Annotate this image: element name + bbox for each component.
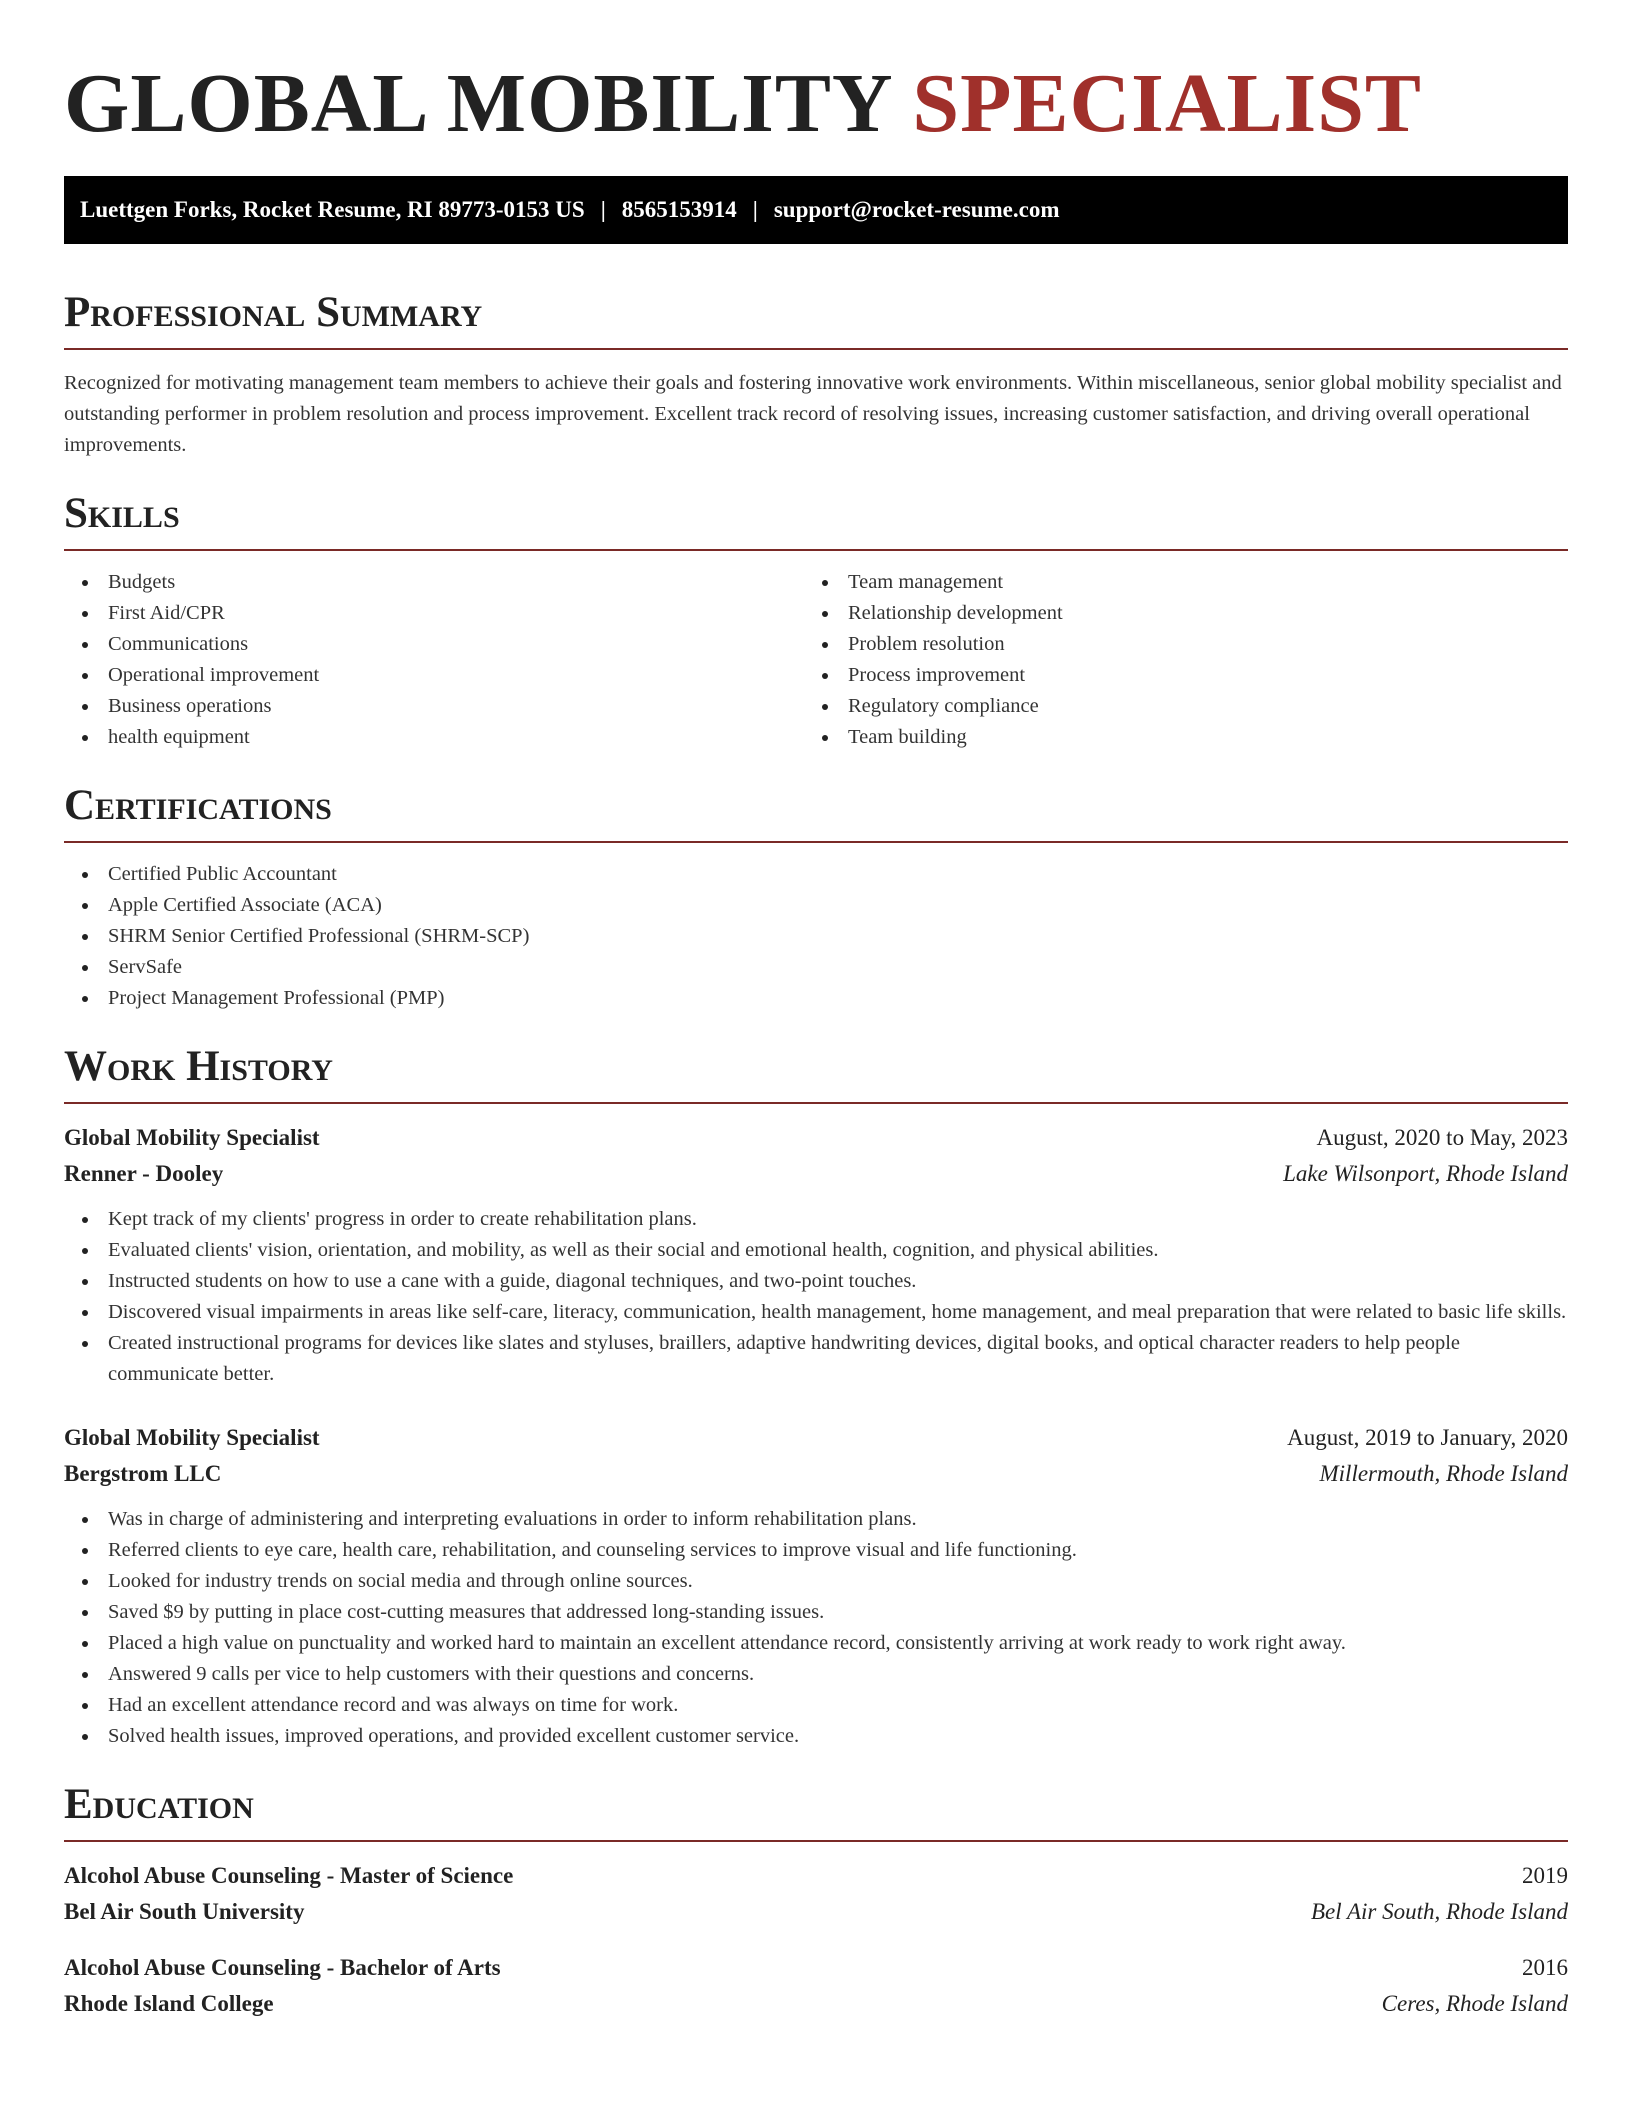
skill-item: Team building (804, 722, 1544, 753)
job-bullet: Kept track of my clients' progress in order to create rehabilitation plans. (64, 1204, 1568, 1235)
section-divider (64, 1840, 1568, 1842)
job-title: Global Mobility Specialist (64, 1125, 320, 1150)
title-accent: SPECIALIST (912, 57, 1422, 150)
education-subheader (64, 1894, 1568, 1930)
skill-item: First Aid/CPR (64, 598, 804, 629)
skill-item: health equipment (64, 722, 804, 753)
skill-item: Problem resolution (804, 629, 1544, 660)
job-subheader (64, 1156, 1568, 1192)
skill-item: Relationship development (804, 598, 1544, 629)
certification-item: SHRM Senior Certified Professional (SHRM-SCP) (64, 921, 1568, 952)
job-bullet: Discovered visual impairments in areas like self-care, literacy, communication, health management, home management, and meal preparation that were related to basic life skills. (64, 1297, 1568, 1328)
education-location: Ceres, Rhode Island (1381, 1991, 1568, 2016)
contact-address: Luettgen Forks, Rocket Resume, RI 89773-0153 US (80, 197, 585, 222)
section-divider (64, 1102, 1568, 1104)
job-company: Bergstrom LLC (64, 1461, 222, 1486)
job-title: Global Mobility Specialist (64, 1425, 320, 1450)
certification-item: ServSafe (64, 952, 1568, 983)
certifications-list (64, 859, 1568, 1014)
job-bullet: Was in charge of administering and interpreting evaluations in order to inform rehabilitation plans. (64, 1504, 1568, 1535)
title-main: GLOBAL MOBILITY (64, 57, 891, 150)
summary-heading: Professional Summary (64, 289, 483, 336)
certifications-heading: Certifications (64, 782, 332, 829)
skill-item: Process improvement (804, 660, 1544, 691)
job-dates: August, 2020 to May, 2023 (1316, 1125, 1568, 1150)
education-school: Bel Air South University (64, 1899, 305, 1924)
section-divider (64, 549, 1568, 551)
contact-bar (64, 176, 1568, 244)
education-school: Rhode Island College (64, 1991, 274, 2016)
contact-separator: | (600, 197, 606, 222)
job-location: Lake Wilsonport, Rhode Island (1283, 1161, 1568, 1186)
job-location: Millermouth, Rhode Island (1319, 1461, 1568, 1486)
contact-phone: 8565153914 (621, 197, 737, 222)
education-entry (64, 1950, 1568, 2022)
skill-item: Budgets (64, 567, 804, 598)
job-bullet: Created instructional programs for devices like slates and styluses, braillers, adaptive handwriting devices, digital books, and optical character readers to help people communicate better. (64, 1328, 1568, 1390)
education-year: 2016 (1522, 1955, 1568, 1980)
certification-item: Project Management Professional (PMP) (64, 983, 1568, 1014)
contact-separator: | (752, 197, 758, 222)
job-bullet: Saved $9 by putting in place cost-cutting measures that addressed long-standing issues. (64, 1597, 1568, 1628)
job-entry (64, 1420, 1568, 1752)
job-bullet: Had an excellent attendance record and was always on time for work. (64, 1690, 1568, 1721)
section-divider (64, 348, 1568, 350)
skills-list-right (804, 567, 1544, 753)
skill-item: Communications (64, 629, 804, 660)
skills-grid (64, 567, 1568, 753)
certification-item: Certified Public Accountant (64, 859, 1568, 890)
skills-section (64, 489, 1568, 753)
job-bullets (64, 1204, 1568, 1390)
education-entry (64, 1858, 1568, 1930)
education-degree: Alcohol Abuse Counseling - Master of Science (64, 1863, 514, 1888)
job-header (64, 1420, 1568, 1456)
certifications-section (64, 781, 1568, 1014)
education-heading: Education (64, 1781, 254, 1828)
job-bullet: Answered 9 calls per vice to help customers with their questions and concerns. (64, 1659, 1568, 1690)
education-header (64, 1858, 1568, 1894)
job-subheader (64, 1456, 1568, 1492)
skills-heading: Skills (64, 490, 180, 537)
certification-item: Apple Certified Associate (ACA) (64, 890, 1568, 921)
education-section (64, 1780, 1568, 2022)
job-bullet: Instructed students on how to use a cane with a guide, diagonal techniques, and two-point touches. (64, 1266, 1568, 1297)
skill-item: Team management (804, 567, 1544, 598)
job-bullet: Solved health issues, improved operations, and provided excellent customer service. (64, 1721, 1568, 1752)
summary-section (64, 288, 1568, 461)
work-heading: Work History (64, 1043, 333, 1090)
skill-item: Operational improvement (64, 660, 804, 691)
education-subheader (64, 1986, 1568, 2022)
work-section (64, 1042, 1568, 1752)
skill-item: Regulatory compliance (804, 691, 1544, 722)
education-header (64, 1950, 1568, 1986)
job-bullets (64, 1504, 1568, 1752)
education-location: Bel Air South, Rhode Island (1310, 1899, 1568, 1924)
resume-title (64, 56, 1568, 152)
job-header (64, 1120, 1568, 1156)
job-bullet: Referred clients to eye care, health care, rehabilitation, and counseling services to improve visual and life functioning. (64, 1535, 1568, 1566)
job-bullet: Looked for industry trends on social media and through online sources. (64, 1566, 1568, 1597)
summary-text: Recognized for motivating management team members to achieve their goals and fostering innovative work environments. Within miscellaneous, senior global mobility specialist and outstanding performer in problem resolution and process improvement. Excellent track record of resolving issues, increasing customer satisfaction, and driving overall operational improvements. (64, 372, 1562, 456)
job-entry (64, 1120, 1568, 1390)
education-degree: Alcohol Abuse Counseling - Bachelor of Arts (64, 1955, 501, 1980)
education-year: 2019 (1522, 1863, 1568, 1888)
section-divider (64, 841, 1568, 843)
job-bullet: Evaluated clients' vision, orientation, and mobility, as well as their social and emotional health, cognition, and physical abilities. (64, 1235, 1568, 1266)
skill-item: Business operations (64, 691, 804, 722)
job-company: Renner - Dooley (64, 1161, 224, 1186)
skills-list-left (64, 567, 804, 753)
job-dates: August, 2019 to January, 2020 (1287, 1425, 1568, 1450)
contact-email: support@rocket-resume.com (773, 197, 1060, 222)
job-bullet: Placed a high value on punctuality and worked hard to maintain an excellent attendance record, consistently arriving at work ready to work right away. (64, 1628, 1568, 1659)
